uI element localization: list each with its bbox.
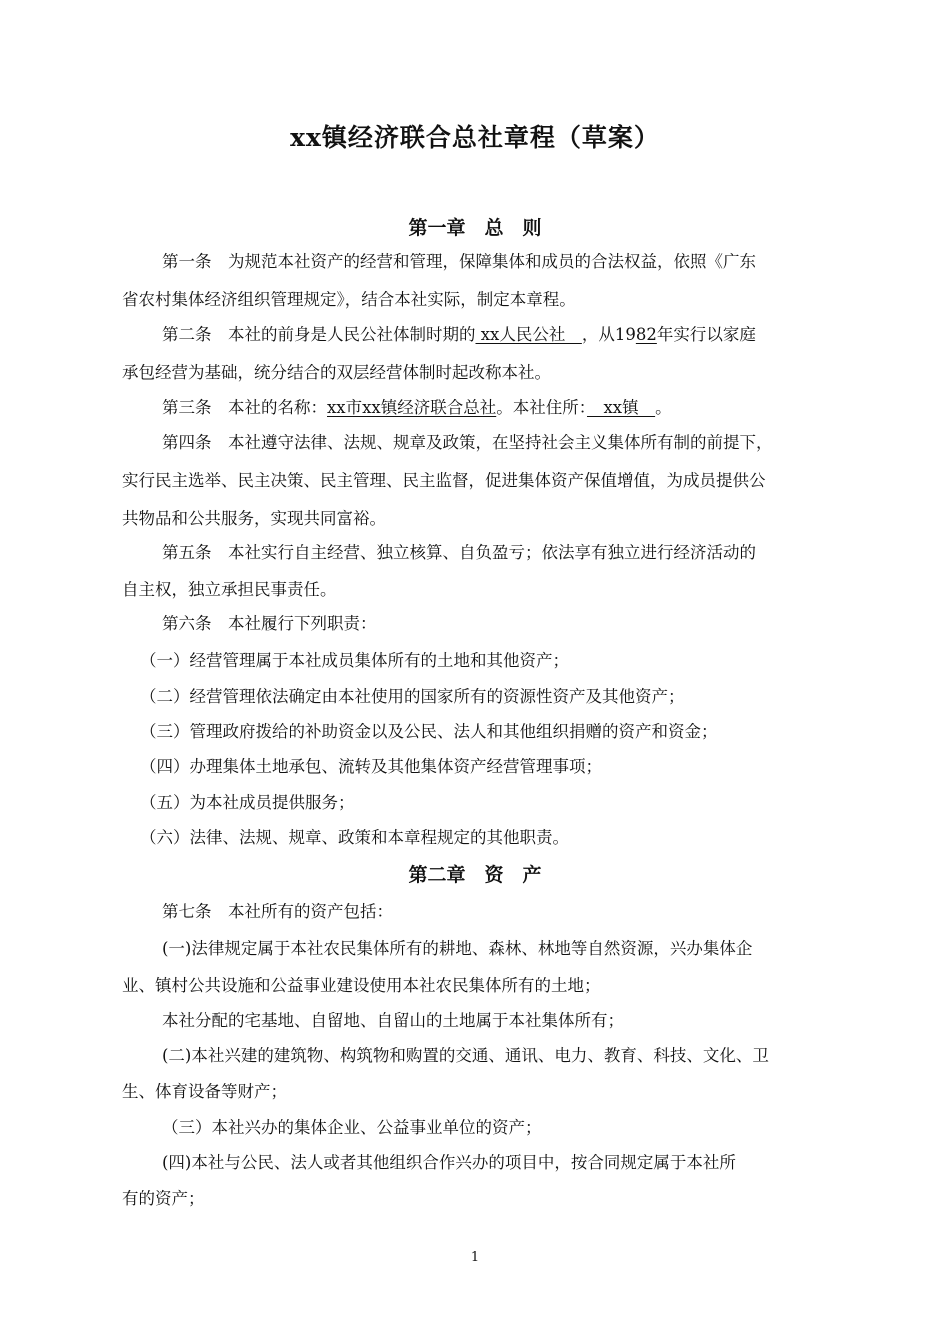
- article-4-line-1: 第四条 本社遵守法律、法规、规章及政策，在坚持社会主义集体所有制的前提下，: [162, 433, 773, 452]
- article-3-suffix: 。: [655, 398, 672, 417]
- article-6-item: （一）经营管理属于本社成员集体所有的土地和其他资产；: [140, 651, 569, 670]
- article-7-item-4-line-2: 有的资产；: [122, 1189, 205, 1208]
- article-7-item-1-line-2: 业、镇村公共设施和公益事业建设使用本社农民集体所有的土地；: [122, 976, 601, 995]
- article-4-line-3: 共物品和公共服务，实现共同富裕。: [122, 509, 386, 528]
- article-6-item: （六）法律、法规、规章、政策和本章程规定的其他职责。: [140, 828, 569, 847]
- article-2-line-2: 承包经营为基础，统分结合的双层经营体制时起改称本社。: [122, 363, 551, 382]
- article-5-line-1: 第五条 本社实行自主经营、独立核算、自负盈亏；依法享有独立进行经济活动的: [162, 543, 756, 562]
- reform-year-suffix: 82: [635, 325, 657, 344]
- article-1-line-1: 第一条 为规范本社资产的经营和管理，保障集体和成员的合法权益，依照《广东: [162, 252, 756, 271]
- article-3-prefix: 第三条 本社的名称：: [162, 398, 327, 417]
- article-6-item: （三）管理政府拨给的补助资金以及公民、法人和其他组织捐赠的资产和资金；: [140, 722, 718, 741]
- cooperative-address: xx镇: [586, 398, 656, 417]
- article-6-item: （二）经营管理依法确定由本社使用的国家所有的资源性资产及其他资产；: [140, 687, 685, 706]
- article-2-line-1: [162, 325, 756, 345]
- article-7-intro: 第七条 本社所有的资产包括：: [162, 902, 393, 921]
- article-7-item-1-line-3: 本社分配的宅基地、自留地、自留山的土地属于本社集体所有；: [162, 1011, 624, 1030]
- article-1-line-2: 省农村集体经济组织管理规定》，结合本社实际，制定本章程。: [122, 290, 576, 309]
- article-2-prefix: 第二条 本社的前身是人民公社体制时期的: [162, 325, 476, 344]
- article-7-item-3: （三）本社兴办的集体企业、公益事业单位的资产；: [162, 1118, 542, 1137]
- article-6-item: （五）为本社成员提供服务；: [140, 793, 355, 812]
- chapter-1-heading: 第一章 总 则: [408, 217, 542, 239]
- article-2-middle: ，从19: [581, 325, 636, 344]
- article-2-suffix: 年实行以家庭: [656, 325, 756, 344]
- article-6-item: （四）办理集体土地承包、流转及其他集体资产经营管理事项；: [140, 757, 602, 776]
- article-7-item-1-line-1: (一)法律规定属于本社农民集体所有的耕地、森林、林地等自然资源，兴办集体企: [162, 939, 753, 958]
- article-7-item-2-line-1: (二)本社兴建的建筑物、构筑物和购置的交通、通讯、电力、教育、科技、文化、卫: [162, 1046, 769, 1065]
- article-4-line-2: 实行民主选举、民主决策、民主管理、民主监督，促进集体资产保值增值，为成员提供公: [122, 471, 766, 490]
- article-7-item-2-line-2: 生、体育设备等财产；: [122, 1082, 287, 1101]
- article-3-middle: 。本社住所：: [496, 398, 587, 417]
- article-6-intro: 第六条 本社履行下列职责：: [162, 614, 377, 633]
- article-7-item-4-line-1: (四)本社与公民、法人或者其他组织合作兴办的项目中，按合同规定属于本社所: [162, 1153, 736, 1172]
- cooperative-name: xx市xx镇经济联合总社: [327, 398, 497, 417]
- document-title: xx镇经济联合总社章程（草案）: [290, 123, 660, 152]
- article-5-line-2: 自主权，独立承担民事责任。: [122, 580, 337, 599]
- article-3-line-1: [162, 398, 672, 418]
- former-commune-name: xx人民公社: [475, 325, 582, 344]
- page-number: 1: [470, 1250, 480, 1265]
- chapter-2-heading: 第二章 资 产: [408, 864, 542, 886]
